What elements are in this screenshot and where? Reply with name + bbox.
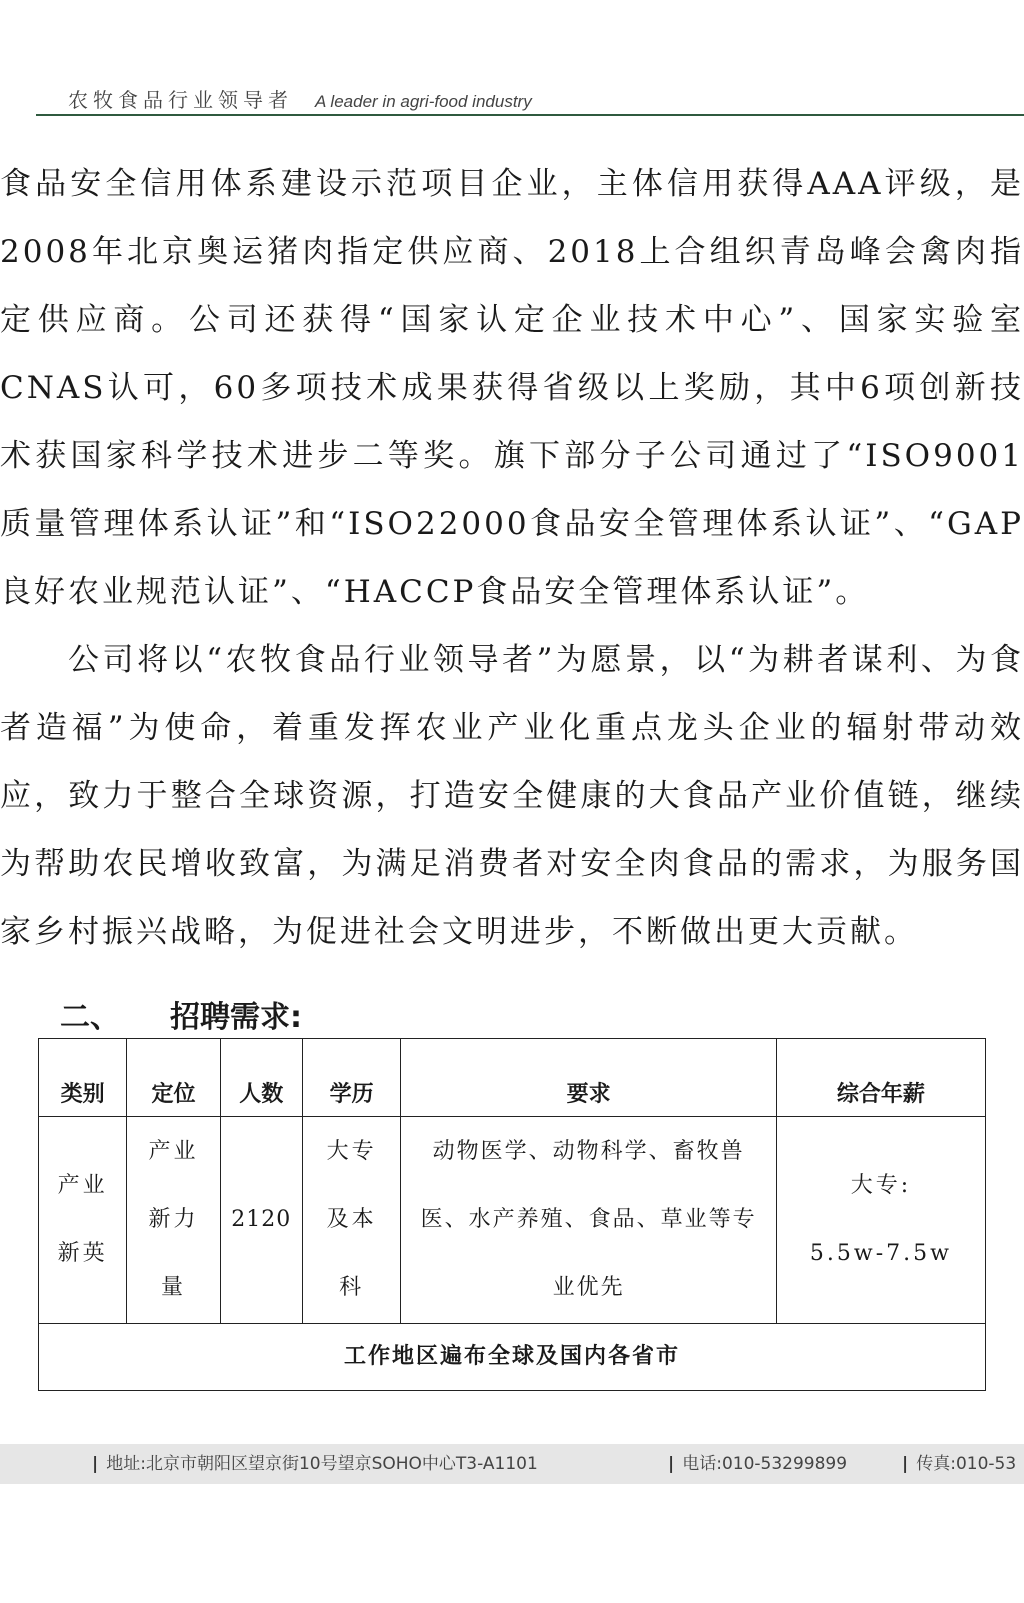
cell-education: 大专及本科 bbox=[302, 1117, 400, 1324]
footer-separator: | bbox=[902, 1454, 909, 1474]
header-count: 人数 bbox=[220, 1039, 302, 1117]
footer-separator: | bbox=[668, 1454, 675, 1474]
table-footer-row bbox=[39, 1324, 986, 1391]
header-title-en: A leader in agri-food industry bbox=[315, 92, 532, 111]
header-category: 类别 bbox=[39, 1039, 127, 1117]
cell-salary bbox=[776, 1117, 985, 1324]
body-text bbox=[0, 150, 1024, 966]
header-position: 定位 bbox=[127, 1039, 220, 1117]
page-header bbox=[68, 84, 532, 113]
footer-address: 地址:北京市朝阳区望京街10号望京SOHO中心T3-A1101 bbox=[106, 1454, 538, 1474]
page-footer bbox=[0, 1444, 1024, 1484]
header-salary: 综合年薪 bbox=[776, 1039, 985, 1117]
work-location-note: 工作地区遍布全球及国内各省市 bbox=[39, 1324, 986, 1391]
table-row bbox=[39, 1117, 986, 1324]
footer-fax-segment bbox=[902, 1444, 1016, 1484]
section-title: 招聘需求: bbox=[170, 1000, 302, 1035]
table-header-row bbox=[39, 1039, 986, 1117]
section-heading bbox=[60, 992, 302, 1036]
cell-count: 2120 bbox=[220, 1117, 302, 1324]
footer-phone-segment bbox=[668, 1444, 847, 1484]
footer-separator: | bbox=[92, 1454, 99, 1474]
paragraph-company-vision: 公司将以“农牧食品行业领导者”为愿景，以“为耕者谋利、为食者造福”为使命，着重发挥农业产业化重点龙头企业的辐射带动效应，致力于整合全球资源，打造安全健康的大食品产业价值链，继续为帮助农民增收致富，为满足消费者对安全肉食品的需求，为服务国家乡村振兴战略，为促进社会文明进步，不断做出更大贡献。 bbox=[0, 642, 1024, 950]
header-requirements: 要求 bbox=[401, 1039, 777, 1117]
header-divider bbox=[36, 114, 1024, 116]
header-education: 学历 bbox=[302, 1039, 400, 1117]
footer-fax: 传真:010-53 bbox=[916, 1454, 1017, 1474]
footer-phone: 电话:010-53299899 bbox=[682, 1454, 848, 1474]
footer-address-segment bbox=[92, 1444, 538, 1484]
cell-category: 产业新英 bbox=[39, 1117, 127, 1324]
cell-requirements: 动物医学、动物科学、畜牧兽医、水产养殖、食品、草业等专业优先 bbox=[401, 1117, 777, 1324]
header-title-cn: 农牧食品行业领导者 bbox=[68, 88, 293, 112]
section-number: 二、 bbox=[60, 1000, 120, 1035]
cell-position: 产业新力量 bbox=[127, 1117, 220, 1324]
salary-label: 大专: bbox=[850, 1173, 912, 1198]
salary-range: 5.5w-7.5w bbox=[809, 1241, 952, 1266]
paragraph-company-honors: 食品安全信用体系建设示范项目企业，主体信用获得AAA评级，是2008年北京奥运猪肉指定供应商、2018上合组织青岛峰会禽肉指定供应商。公司还获得“国家认定企业技术中心”、国家实验室CNAS认可，60多项技术成果获得省级以上奖励，其中6项创新技术获国家科学技术进步二等奖。旗下部分子公司通过了“ISO9001质量管理体系认证”和“ISO22000食品安全管理体系认证”、“GAP良好农业规范认证”、“HACCP食品安全管理体系认证”。 bbox=[0, 166, 1024, 610]
recruitment-table bbox=[38, 1038, 986, 1391]
